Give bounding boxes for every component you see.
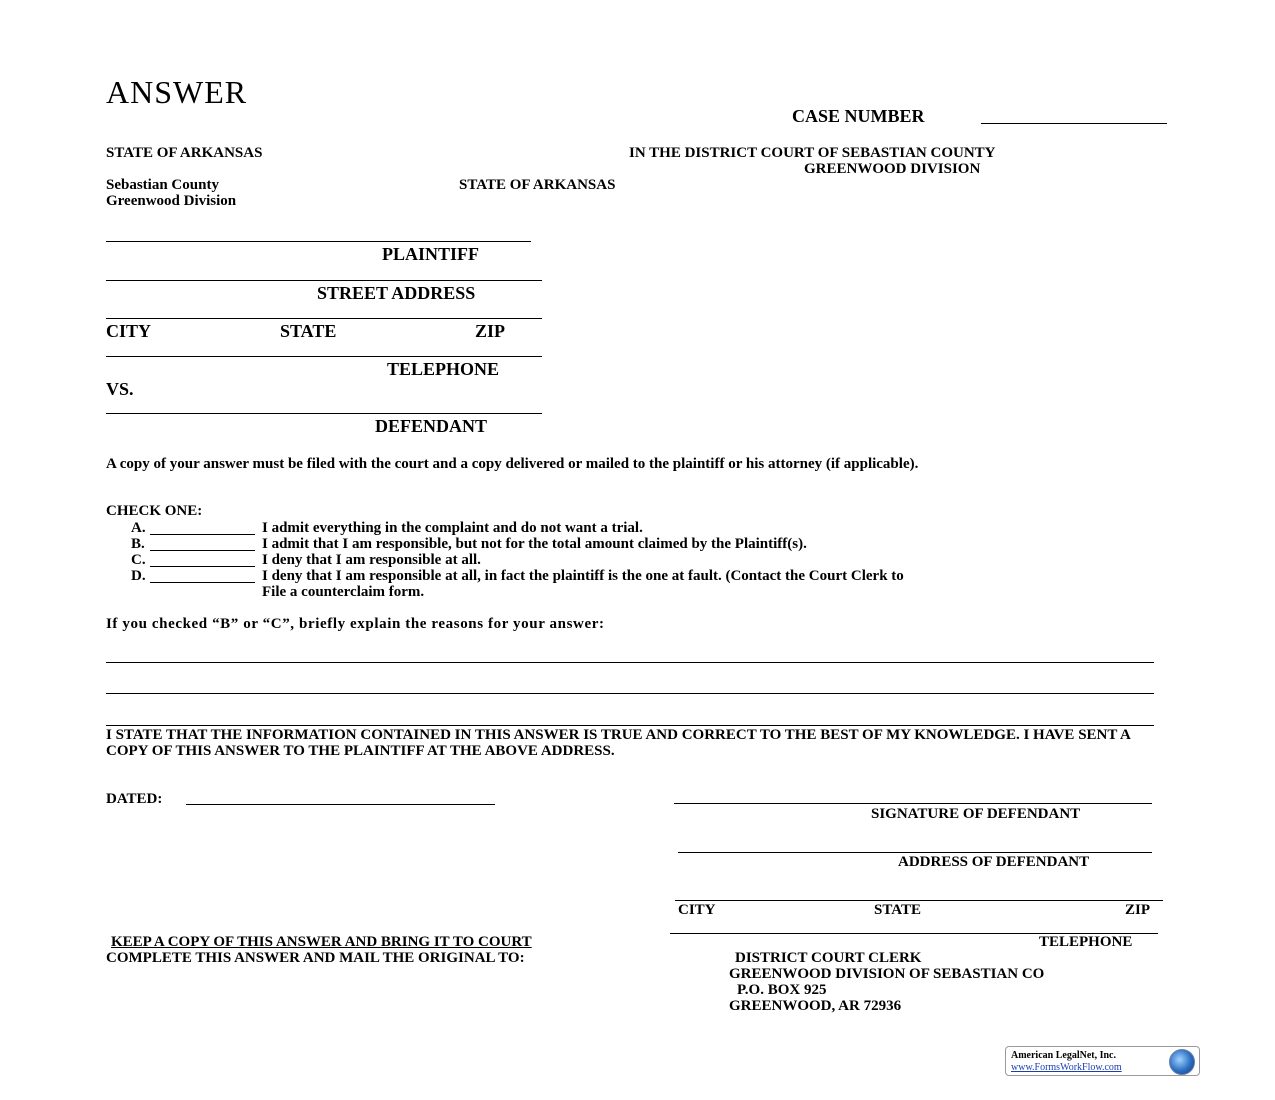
- mail-instructions: COMPLETE THIS ANSWER AND MAIL THE ORIGINAL TO:: [106, 950, 525, 966]
- filing-notice: A copy of your answer must be filed with the court and a copy delivered or mailed to the plaintiff or his attorney (if applicable).: [106, 456, 919, 472]
- defendant-address-label: ADDRESS OF DEFENDANT: [898, 854, 1090, 870]
- division-label: Greenwood Division: [106, 193, 237, 209]
- telephone-field[interactable]: [106, 356, 542, 357]
- sworn-statement: I STATE THAT THE INFORMATION CONTAINED IN THIS ANSWER IS TRUE AND CORRECT TO THE BEST OF MY KNOWLEDGE. I HAVE SENT A COPY OF THIS ANSWER TO THE PLAINTIFF AT THE ABOVE ADDRESS.: [106, 727, 1131, 759]
- state-label: STATE OF ARKANSAS: [106, 145, 263, 161]
- versus-label: VS.: [106, 379, 134, 399]
- option-c-blank[interactable]: [150, 566, 255, 567]
- clerk-address-line-2: GREENWOOD DIVISION OF SEBASTIAN CO: [729, 966, 1045, 982]
- defendant-city-label: CITY: [678, 902, 716, 918]
- option-b-letter: B.: [131, 536, 145, 552]
- clerk-address-line-1: DISTRICT COURT CLERK: [735, 950, 922, 966]
- option-d-letter: D.: [131, 568, 146, 584]
- clerk-address-line-3: P.O. BOX 925: [737, 982, 827, 998]
- globe-icon: [1169, 1049, 1195, 1075]
- option-a-text: I admit everything in the complaint and do not want a trial.: [262, 520, 643, 536]
- state-center-label: STATE OF ARKANSAS: [459, 177, 616, 193]
- option-d-text-continued: File a counterclaim form.: [262, 584, 425, 600]
- publisher-logo[interactable]: [1005, 1046, 1200, 1076]
- court-division: GREENWOOD DIVISION: [804, 161, 981, 177]
- street-address-field[interactable]: [106, 280, 542, 281]
- defendant-label: DEFENDANT: [375, 416, 488, 436]
- option-c-text: I deny that I am responsible at all.: [262, 552, 481, 568]
- dated-field[interactable]: [186, 804, 495, 805]
- state-field-label: STATE: [280, 321, 337, 341]
- keep-copy-notice: KEEP A COPY OF THIS ANSWER AND BRING IT TO COURT: [111, 934, 532, 950]
- case-number-label: CASE NUMBER: [792, 106, 925, 126]
- option-b-text: I admit that I am responsible, but not for the total amount claimed by the Plaintiff(s).: [262, 536, 807, 552]
- dated-label: DATED:: [106, 791, 163, 807]
- option-a-letter: A.: [131, 520, 146, 536]
- city-label: CITY: [106, 321, 152, 341]
- option-b-blank[interactable]: [150, 550, 255, 551]
- defendant-state-label: STATE: [874, 902, 921, 918]
- zip-label: ZIP: [475, 321, 506, 341]
- plaintiff-field[interactable]: [106, 241, 531, 242]
- signature-field[interactable]: [674, 803, 1152, 804]
- publisher-link[interactable]: www.FormsWorkFlow.com: [1011, 1062, 1122, 1073]
- county-label: Sebastian County: [106, 177, 219, 193]
- explain-prompt: If you checked “B” or “C”, briefly explain the reasons for your answer:: [106, 616, 605, 632]
- option-c-letter: C.: [131, 552, 146, 568]
- telephone-label: TELEPHONE: [387, 359, 500, 379]
- plaintiff-label: PLAINTIFF: [382, 244, 480, 264]
- option-d-blank[interactable]: [150, 582, 255, 583]
- defendant-city-state-zip-field[interactable]: [675, 900, 1163, 901]
- option-d-text: I deny that I am responsible at all, in fact the plaintiff is the one at fault. (Contact the Court Clerk to: [262, 568, 904, 584]
- explain-line-2[interactable]: [106, 693, 1154, 694]
- publisher-name: American LegalNet, Inc.: [1011, 1050, 1116, 1061]
- street-address-label: STREET ADDRESS: [317, 283, 476, 303]
- city-state-zip-field[interactable]: [106, 318, 542, 319]
- check-one-label: CHECK ONE:: [106, 503, 203, 519]
- defendant-address-field[interactable]: [678, 852, 1152, 853]
- defendant-telephone-label: TELEPHONE: [1039, 934, 1133, 950]
- page-title: ANSWER: [106, 74, 248, 110]
- clerk-address-line-4: GREENWOOD, AR 72936: [729, 998, 902, 1014]
- signature-label: SIGNATURE OF DEFENDANT: [871, 806, 1081, 822]
- case-number-field[interactable]: [981, 123, 1167, 124]
- explain-line-3[interactable]: [106, 725, 1154, 726]
- explain-line-1[interactable]: [106, 662, 1154, 663]
- court-name: IN THE DISTRICT COURT OF SEBASTIAN COUNTY: [629, 145, 996, 161]
- defendant-field[interactable]: [106, 413, 542, 414]
- option-a-blank[interactable]: [150, 534, 255, 535]
- defendant-zip-label: ZIP: [1125, 902, 1151, 918]
